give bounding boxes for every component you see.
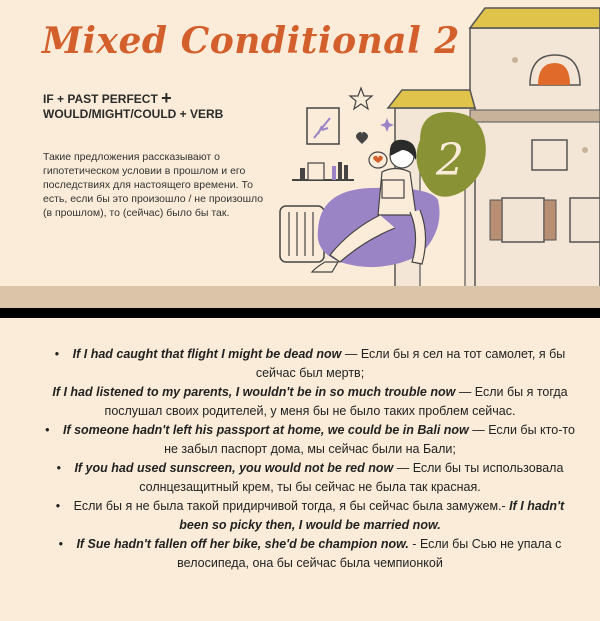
example-en: If you had used sunscreen, you would not be red now [74,461,394,475]
example-item: • If Sue hadn't fallen off her bike, she'd be champion now. - Если бы Сью не упала с велосипеда, она бы сейчас была чемпионкой [40,535,580,573]
example-en: If I had caught that flight I might be dead now [72,347,342,361]
example-item: • If you had used sunscreen, you would not be red now — Если бы ты использовала солнцезащитный крем, ты бы сейчас не была так красная. [40,459,580,497]
example-item: If I had listened to my parents, I wouldn't be in so much trouble now — Если бы я тогда послушал своих родителей, у меня бы не было таких проблем сейчас. [52,385,568,418]
header-card [0,0,600,308]
formula-line-1: IF + PAST PERFECT [43,92,158,106]
star-icon [350,88,372,109]
example-item: • If someone hadn't left his passport at home, we could be in Bali now — Если бы кто-то не забыл паспорт дома, мы сейчас были на Бали; [40,421,580,459]
bookshelf-icon [292,162,354,180]
heart-icon [356,132,368,144]
example-item: • If I had caught that flight I might be dead now — Если бы я сел на тот самолет, я бы сейчас был мертв; [40,345,580,383]
page-title: Mixed Conditional 2 [42,20,460,62]
examples-card [0,318,600,621]
example-ru: Если бы кто-то не забыл паспорт дома, мы сейчас были на Бали; [164,423,575,456]
radiator-icon [280,206,324,262]
formula [43,88,224,122]
description: Такие предложения рассказывают о гипотетическом условии в прошлом и его последствиях для настоящего времени. То есть, если бы это произошло / не произошло (в прошлом), то (сейчас) было бы так. [43,151,264,219]
illustration [270,0,600,288]
example-en: If someone hadn't left his passport at home, we could be in Bali now [62,423,469,437]
example-ru: Если бы Сью не упала с велосипеда, она бы сейчас была чемпионкой [177,537,562,570]
speech-bubble-icon [369,152,387,168]
example-item [40,497,580,535]
picture-frame-icon [307,108,339,144]
example-ru: Если бы я тогда послушал своих родителей, у меня бы не было таких проблем сейчас. [104,385,568,418]
example-ru: Если бы я не была такой придирчивой тогда, я бы сейчас была замужем.- [73,499,510,513]
formula-plus: + [161,88,172,108]
formula-line-2: WOULD/MIGHT/COULD + VERB [43,107,224,121]
example-ru: Если бы ты использовала солнцезащитный крем, ты бы сейчас не была так красная. [139,461,564,494]
header-band [0,286,600,308]
badge-number: 2 [436,135,464,186]
sparkle-icon [380,118,394,132]
example-en: If I had listened to my parents, I wouldn't be in so much trouble now [52,385,456,399]
example-ru: Если бы я сел на тот самолет, я бы сейчас был мертв; [255,347,566,380]
example-en: If Sue hadn't fallen off her bike, she'd be champion now. [76,537,409,551]
example-en: If I hadn't been so picky then, I would be married now. [179,499,565,532]
